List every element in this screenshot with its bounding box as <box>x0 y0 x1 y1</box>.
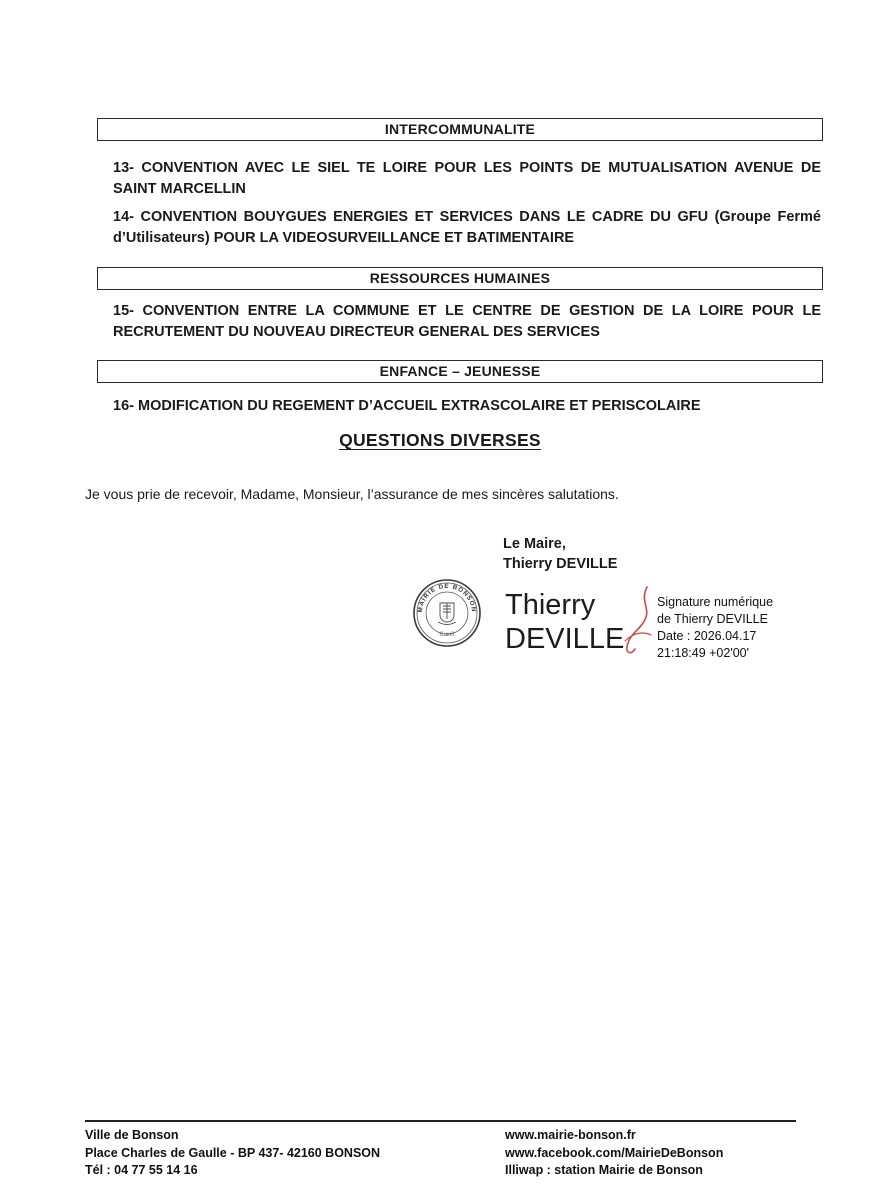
footer-illiwap: Illiwap : station Mairie de Bonson <box>505 1163 703 1177</box>
footer-left-column <box>85 1127 380 1180</box>
svg-text:MAIRIE DE BONSON: MAIRIE DE BONSON <box>416 582 478 613</box>
signature-flourish-icon <box>613 583 661 663</box>
agenda-item-14: 14- CONVENTION BOUYGUES ENERGIES ET SERVICES DANS LE CADRE DU GFU (Groupe Fermé d’Utilisateurs) POUR LA VIDEOSURVEILLANCE ET BATIMENTAIRE <box>113 209 821 246</box>
seal-mairie-de-bonson <box>410 576 484 650</box>
footer-facebook: www.facebook.com/MairieDeBonson <box>505 1145 724 1160</box>
digital-signature-line4: 21:18:49 +02'00' <box>657 646 750 660</box>
typed-signature-line2: DEVILLE <box>505 623 625 655</box>
digital-signature-line1: Signature numérique <box>657 595 774 609</box>
section-header-label: INTERCOMMUNALITE <box>384 121 536 137</box>
section-header-label: ENFANCE – JEUNESSE <box>379 363 541 379</box>
salutation-paragraph: Je vous prie de recevoir, Madame, Monsieur, l’assurance de mes sincères salutations. <box>85 486 619 502</box>
digital-signature-details <box>657 594 773 662</box>
digital-signature-line3: Date : 2026.04.17 <box>657 629 757 643</box>
seal-crest <box>438 603 456 625</box>
footer-divider <box>85 1120 796 1122</box>
signer-name: Thierry DEVILLE <box>503 556 618 572</box>
footer-city-name: Ville de Bonson <box>85 1128 179 1142</box>
section-header-label: RESSOURCES HUMAINES <box>369 270 551 286</box>
section-header-intercommunalite <box>97 118 823 141</box>
agenda-item-16: 16- MODIFICATION DU REGEMENT D’ACCUEIL EXTRASCOLAIRE ET PERISCOLAIRE <box>113 398 701 414</box>
seal-icon <box>410 576 484 650</box>
handwritten-signature-mark <box>613 583 661 663</box>
footer-address: Place Charles de Gaulle - BP 437- 42160 BONSON <box>85 1145 381 1160</box>
typed-signature <box>505 588 624 656</box>
footer-website: www.mairie-bonson.fr <box>505 1128 636 1142</box>
svg-text:(Loire): (Loire) <box>438 630 456 639</box>
typed-signature-line1: Thierry <box>505 589 596 621</box>
footer-right-column <box>505 1127 723 1180</box>
section-header-enfance-jeunesse <box>97 360 823 383</box>
page-title <box>0 430 880 451</box>
page-title-text: QUESTIONS DIVERSES <box>339 430 541 450</box>
footer-phone: Tél : 04 77 55 14 16 <box>85 1163 198 1177</box>
agenda-item-13: 13- CONVENTION AVEC LE SIEL TE LOIRE POUR LES POINTS DE MUTUALISATION AVENUE DE SAINT MARCELLIN <box>113 160 821 197</box>
digital-signature-line2: de Thierry DEVILLE <box>657 612 768 626</box>
signer-block <box>503 534 617 574</box>
section-header-ressources-humaines <box>97 267 823 290</box>
agenda-item-15: 15- CONVENTION ENTRE LA COMMUNE ET LE CENTRE DE GESTION DE LA LOIRE POUR LE RECRUTEMENT DU NOUVEAU DIRECTEUR GENERAL DES SERVICES <box>113 303 821 340</box>
signer-role: Le Maire, <box>503 536 566 552</box>
